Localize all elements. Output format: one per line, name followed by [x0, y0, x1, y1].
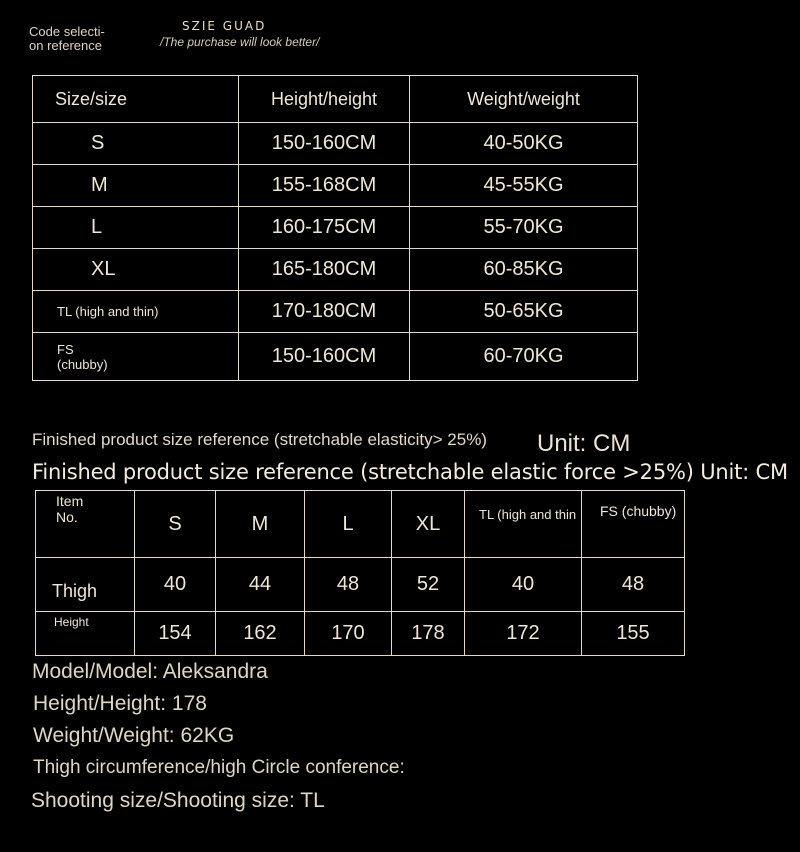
- row-weight: 40-50KG: [410, 123, 638, 165]
- table-header-row: [36, 491, 685, 558]
- col-l: L: [305, 491, 392, 558]
- table-row: [33, 165, 638, 207]
- cell-value: 40: [135, 558, 216, 612]
- unit-label: Unit: CM: [537, 430, 631, 457]
- page-title: SZIE GUAD: [182, 19, 267, 33]
- row-label: Height: [36, 612, 135, 656]
- row-weight: 50-65KG: [410, 291, 638, 333]
- row-weight: 55-70KG: [410, 207, 638, 249]
- table-row: [33, 291, 638, 333]
- row-size: S: [33, 123, 239, 165]
- table-row: [33, 249, 638, 291]
- cell-value: 170: [305, 612, 392, 656]
- model-height: Height/Height: 178: [33, 692, 207, 715]
- cell-value: 154: [135, 612, 216, 656]
- table-row: [33, 333, 638, 381]
- model-weight: Weight/Weight: 62KG: [33, 724, 235, 747]
- row-size: L: [33, 207, 239, 249]
- row-size: TL (high and thin): [33, 291, 239, 333]
- model-thigh: Thigh circumference/high Circle conference:: [33, 757, 405, 778]
- table-row: [36, 612, 685, 656]
- cell-value: 48: [582, 558, 685, 612]
- header-height: Height/height: [239, 76, 410, 123]
- row-weight: 60-85KG: [410, 249, 638, 291]
- item-no-label: Item No.: [36, 491, 135, 558]
- cell-value: 52: [392, 558, 465, 612]
- model-name: Model/Model: Aleksandra: [32, 660, 268, 683]
- row-height: 160-175CM: [239, 207, 410, 249]
- finished-size-note: Finished product size reference (stretchable elasticity> 25%): [32, 430, 487, 449]
- col-fs: FS (chubby): [582, 491, 685, 558]
- row-height: 155-168CM: [239, 165, 410, 207]
- row-size: FS (chubby): [33, 333, 239, 381]
- row-weight: 45-55KG: [410, 165, 638, 207]
- col-tl: TL (high and thin: [465, 491, 582, 558]
- row-weight: 60-70KG: [410, 333, 638, 381]
- table-header-row: [33, 76, 638, 123]
- cell-value: 44: [216, 558, 305, 612]
- row-height: 150-160CM: [239, 333, 410, 381]
- table-row: [33, 123, 638, 165]
- page-subtitle: /The purchase will look better/: [160, 35, 320, 49]
- row-label: Thigh: [36, 558, 135, 612]
- finished-size-note-2: Finished product size reference (stretchable elastic force >25%) Unit: CM: [32, 460, 788, 484]
- row-height: 150-160CM: [239, 123, 410, 165]
- col-s: S: [135, 491, 216, 558]
- row-size: XL: [33, 249, 239, 291]
- table-row: [33, 207, 638, 249]
- col-m: M: [216, 491, 305, 558]
- row-height: 165-180CM: [239, 249, 410, 291]
- header-weight: Weight/weight: [410, 76, 638, 123]
- cell-value: 48: [305, 558, 392, 612]
- cell-value: 40: [465, 558, 582, 612]
- code-selection-label: Code selecti- on reference: [29, 24, 105, 53]
- row-size: M: [33, 165, 239, 207]
- col-xl: XL: [392, 491, 465, 558]
- cell-value: 178: [392, 612, 465, 656]
- header-size: Size/size: [33, 76, 239, 123]
- finished-size-table: [35, 490, 685, 656]
- row-height: 170-180CM: [239, 291, 410, 333]
- table-row: [36, 558, 685, 612]
- cell-value: 172: [465, 612, 582, 656]
- size-reference-table: [32, 75, 638, 381]
- cell-value: 162: [216, 612, 305, 656]
- cell-value: 155: [582, 612, 685, 656]
- model-shooting-size: Shooting size/Shooting size: TL: [31, 789, 325, 812]
